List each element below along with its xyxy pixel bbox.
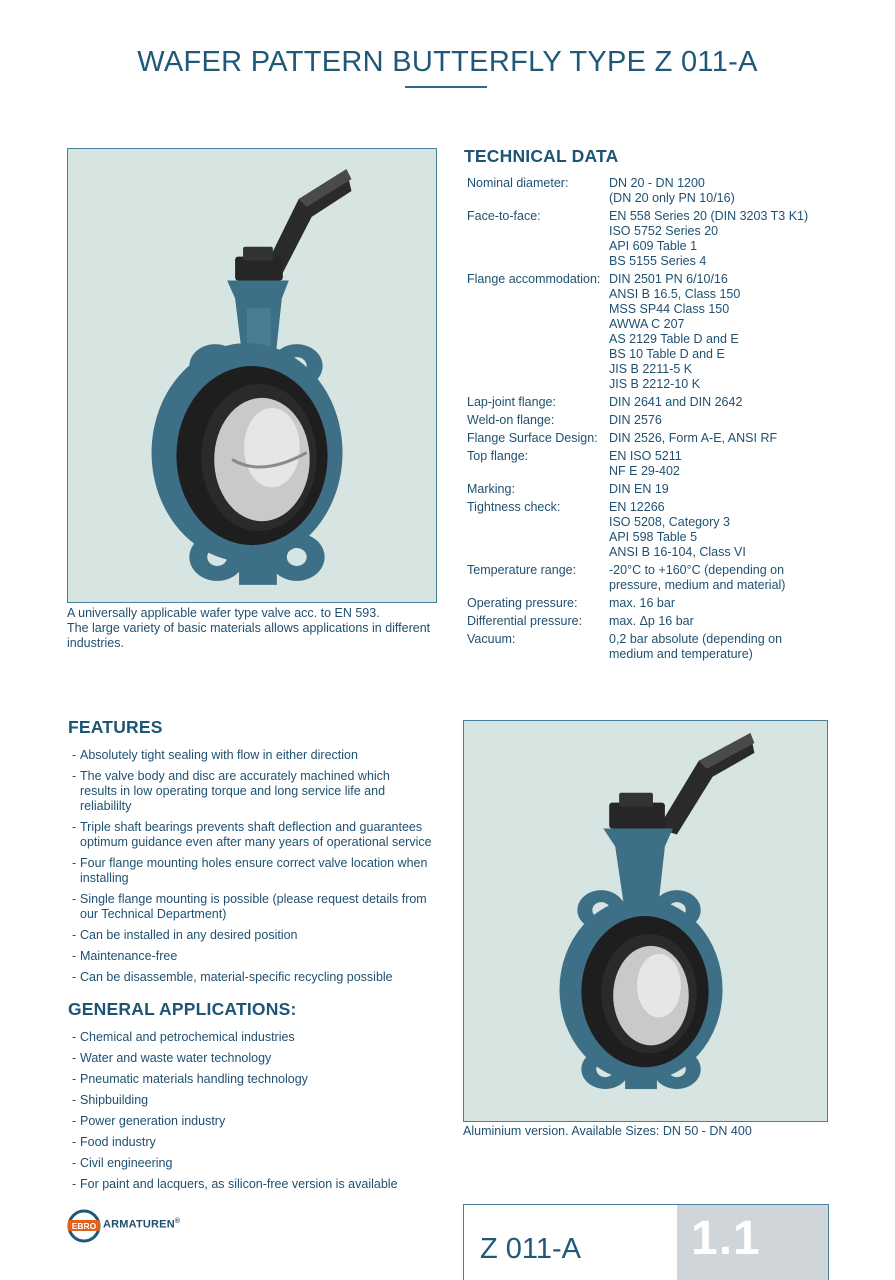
tech-label: Weld-on flange:: [467, 413, 555, 427]
tech-value: (DN 20 only PN 10/16): [609, 191, 735, 205]
feature-item: [72, 970, 442, 985]
tech-values: [609, 272, 867, 392]
bullet-dash: -: [72, 1051, 77, 1065]
bullet-dash: -: [72, 820, 77, 834]
tech-label: Temperature range:: [467, 563, 577, 577]
tech-row: [467, 500, 867, 560]
bullet-dash: -: [72, 769, 77, 783]
main-image-caption: [67, 606, 447, 651]
tech-row: [467, 482, 867, 497]
application-item: [72, 1030, 442, 1045]
feature-item: [72, 856, 442, 886]
tech-row: [467, 596, 867, 611]
tech-value: max. 16 bar: [609, 596, 676, 610]
tech-label: Flange Surface Design:: [467, 431, 598, 445]
tech-value: BS 5155 Series 4: [609, 254, 707, 268]
tech-values: [609, 632, 867, 662]
tech-value: ISO 5752 Series 20: [609, 224, 719, 238]
tech-value: EN 558 Series 20 (DIN 3203 T3 K1): [609, 209, 809, 223]
tech-row: [467, 632, 867, 662]
feature-item: [72, 820, 442, 850]
application-item: [72, 1051, 442, 1066]
tech-row: [467, 209, 867, 269]
ebro-armaturen-logo: [66, 1208, 216, 1244]
tech-values: [609, 209, 867, 269]
tech-value: 0,2 bar absolute (depending on: [609, 632, 783, 646]
title-underline: [405, 86, 487, 88]
tech-values: [609, 431, 867, 446]
application-item: [72, 1072, 442, 1087]
technical-data-heading: TECHNICAL DATA: [464, 146, 619, 166]
tech-value: AWWA C 207: [609, 317, 685, 331]
technical-data-table: [467, 176, 867, 665]
tech-value: DN 20 - DN 1200: [609, 176, 705, 190]
application-item: [72, 1177, 442, 1192]
tech-value: DIN 2641 and DIN 2642: [609, 395, 743, 409]
feature-text: Single flange mounting is possible (please request details from: [80, 892, 427, 906]
tech-values: [609, 482, 867, 497]
tech-value: DIN 2526, Form A-E, ANSI RF: [609, 431, 778, 445]
tech-values: [609, 176, 867, 206]
tech-row: [467, 431, 867, 446]
tech-row: [467, 413, 867, 428]
tech-value: BS 10 Table D and E: [609, 347, 725, 361]
features-heading: FEATURES: [68, 717, 163, 737]
tech-value: ANSI B 16-104, Class VI: [609, 545, 746, 559]
tech-values: [609, 449, 867, 479]
tech-value: EN ISO 5211: [609, 449, 682, 463]
feature-item: [72, 928, 442, 943]
bullet-dash: -: [72, 1093, 77, 1107]
feature-item: [72, 748, 442, 763]
feature-text: results in low operating torque and long service life and: [80, 784, 386, 798]
tech-row: [467, 614, 867, 629]
caption-line: The large variety of basic materials allows applications in different: [67, 621, 431, 635]
application-item: [72, 1135, 442, 1150]
tech-values: [609, 413, 867, 428]
bullet-dash: -: [72, 1156, 77, 1170]
bullet-dash: -: [72, 856, 77, 870]
application-text: Water and waste water technology: [80, 1051, 272, 1065]
tech-label: Marking:: [467, 482, 515, 496]
tech-row: [467, 176, 867, 206]
page-title: WAFER PATTERN BUTTERFLY TYPE Z 011-A: [137, 46, 758, 78]
valve-illustration-main: [68, 149, 436, 602]
tech-value: DIN 2501 PN 6/10/16: [609, 272, 728, 286]
application-item: [72, 1114, 442, 1129]
feature-text: optimum guidance even after many years of operational service: [80, 835, 432, 849]
ebro-logo-mark: [66, 1208, 102, 1244]
tech-value: max. Δp 16 bar: [609, 614, 694, 628]
tech-label: Face-to-face:: [467, 209, 541, 223]
tech-value: ANSI B 16.5, Class 150: [609, 287, 741, 301]
tech-label: Tightness check:: [467, 500, 561, 514]
logo-brand-text: [103, 1218, 180, 1231]
feature-text: Four flange mounting holes ensure correct valve location when: [80, 856, 428, 870]
application-item: [72, 1156, 442, 1171]
bullet-dash: -: [72, 1114, 77, 1128]
feature-text: Maintenance-free: [80, 949, 178, 963]
logo-mark-text: EBRO: [71, 1221, 97, 1231]
tech-value: API 609 Table 1: [609, 239, 698, 253]
page-number: 1.1: [691, 1212, 761, 1265]
product-code-box: [463, 1204, 829, 1280]
bullet-dash: -: [72, 1177, 77, 1191]
valve-illustration-aluminium: [464, 721, 827, 1121]
tech-row: [467, 449, 867, 479]
aluminium-image-caption: Aluminium version. Available Sizes: DN 50 - DN 400: [463, 1124, 752, 1138]
application-text: Power generation industry: [80, 1114, 226, 1128]
applications-heading: GENERAL APPLICATIONS:: [68, 999, 297, 1019]
tech-label: Lap-joint flange:: [467, 395, 556, 409]
tech-value: MSS SP44 Class 150: [609, 302, 730, 316]
tech-value: ISO 5208, Category 3: [609, 515, 730, 529]
feature-text: Can be installed in any desired position: [80, 928, 298, 942]
registered-mark: ®: [174, 1218, 181, 1225]
valve-image-aluminium: [463, 720, 828, 1122]
feature-text: Can be disassemble, material-specific recycling possible: [80, 970, 393, 984]
bullet-dash: -: [72, 1030, 77, 1044]
tech-value: -20°C to +160°C (depending on: [609, 563, 785, 577]
feature-text: reliabililty: [80, 799, 132, 813]
tech-label: Nominal diameter:: [467, 176, 569, 190]
tech-value: AS 2129 Table D and E: [609, 332, 739, 346]
tech-value: DIN 2576: [609, 413, 662, 427]
tech-value: JIS B 2211-5 K: [609, 362, 693, 376]
tech-values: [609, 596, 867, 611]
valve-image-main: [67, 148, 437, 603]
application-text: Chemical and petrochemical industries: [80, 1030, 295, 1044]
feature-text: Triple shaft bearings prevents shaft deflection and guarantees: [80, 820, 423, 834]
tech-value: NF E 29-402: [609, 464, 680, 478]
bullet-dash: -: [72, 970, 77, 984]
tech-label: Differential pressure:: [467, 614, 583, 628]
tech-label: Top flange:: [467, 449, 529, 463]
application-text: Food industry: [80, 1135, 156, 1149]
tech-values: [609, 563, 867, 593]
bullet-dash: -: [72, 892, 77, 906]
application-text: Shipbuilding: [80, 1093, 149, 1107]
tech-value: pressure, medium and material): [609, 578, 786, 592]
application-item: [72, 1093, 442, 1108]
tech-label: Flange accommodation:: [467, 272, 601, 286]
feature-text: installing: [80, 871, 129, 885]
tech-row: [467, 272, 867, 392]
tech-label: Vacuum:: [467, 632, 516, 646]
feature-text: our Technical Department): [80, 907, 227, 921]
tech-value: API 598 Table 5: [609, 530, 698, 544]
tech-row: [467, 395, 867, 410]
features-list: [72, 748, 442, 991]
feature-item: [72, 769, 442, 814]
feature-text: Absolutely tight sealing with flow in either direction: [80, 748, 358, 762]
feature-text: The valve body and disc are accurately machined which: [80, 769, 390, 783]
tech-value: EN 12266: [609, 500, 665, 514]
applications-list: [72, 1030, 442, 1198]
tech-values: [609, 395, 867, 410]
caption-line: A universally applicable wafer type valve acc. to EN 593.: [67, 606, 380, 620]
bullet-dash: -: [72, 1072, 77, 1086]
tech-value: DIN EN 19: [609, 482, 669, 496]
tech-values: [609, 500, 867, 560]
tech-label: Operating pressure:: [467, 596, 578, 610]
bullet-dash: -: [72, 748, 77, 762]
feature-item: [72, 892, 442, 922]
tech-values: [609, 614, 867, 629]
feature-item: [72, 949, 442, 964]
tech-value: medium and temperature): [609, 647, 753, 661]
logo-brand-name: ARMATUREN: [103, 1218, 175, 1231]
caption-line: industries.: [67, 636, 124, 650]
application-text: Pneumatic materials handling technology: [80, 1072, 308, 1086]
tech-row: [467, 563, 867, 593]
page-number-box: [677, 1205, 828, 1280]
application-text: For paint and lacquers, as silicon-free version is available: [80, 1177, 398, 1191]
bullet-dash: -: [72, 928, 77, 942]
tech-value: JIS B 2212-10 K: [609, 377, 701, 391]
product-code: Z 011-A: [480, 1233, 582, 1265]
application-text: Civil engineering: [80, 1156, 173, 1170]
bullet-dash: -: [72, 949, 77, 963]
bullet-dash: -: [72, 1135, 77, 1149]
